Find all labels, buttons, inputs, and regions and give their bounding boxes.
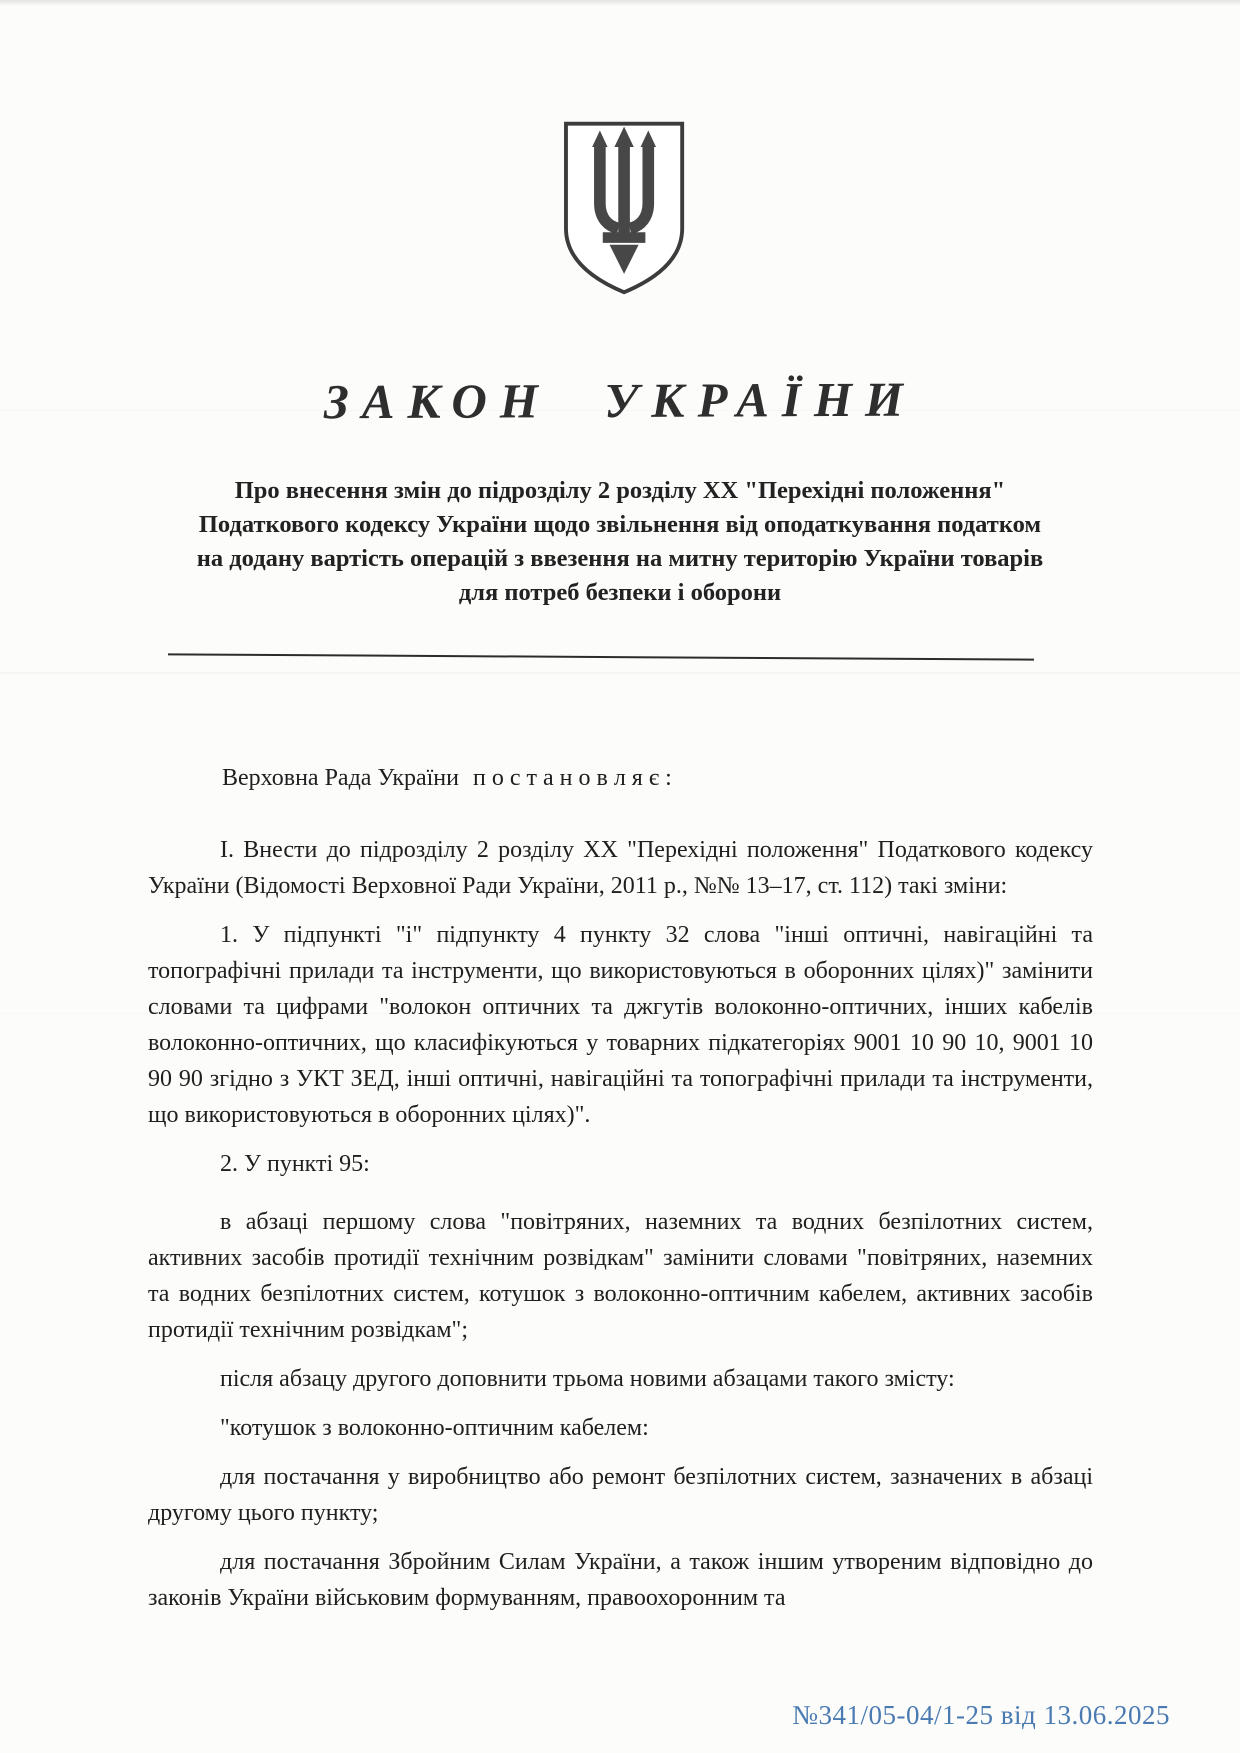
enacting-clause-verb: п о с т а н о в л я є : [473,765,672,791]
law-paragraph: І. Внести до підрозділу 2 розділу ХХ "Перехідні положення" Податкового кодексу України (Відомості Верховної Ради України, 2011 р., №№ 13–17, ст. 112) такі зміни: [148,837,1093,899]
coat-of-arms-of-ukraine-icon [556,116,692,300]
law-paragraph: в абзаці першому слова "повітряних, наземних та водних безпілотних систем, активних засобів протидії технічним розвідкам" замінити словами "повітряних, наземних та водних безпілотних систем, котушок з волоконно-оптичним кабелем, активних засобів протидії технічним розвідкам"; [148,1209,1093,1343]
law-paragraph: "котушок з волоконно-оптичним кабелем: [220,1415,649,1441]
law-title: ЗАКОН УКРАЇНИ [323,371,917,430]
subtitle-line: на додану вартість операцій з ввезення на митну територію України товарів [196,545,1044,572]
law-paragraph: 2. У пункті 95: [220,1151,370,1177]
subtitle-line: для потреб безпеки і оборони [458,579,782,606]
law-body [148,760,1093,1629]
law-paragraph: для постачання у виробництво або ремонт безпілотних систем, зазначених в абзаці другому цього пункту; [148,1464,1093,1526]
law-paragraph: для постачання Збройним Силам України, а також іншим утвореним відповідно до законів України військовим формуванням, правоохоронним та [148,1549,1093,1611]
law-subtitle [150,474,1090,610]
subtitle-underline [168,653,1034,660]
law-paragraph: після абзацу другого доповнити трьома новими абзацами такого змісту: [220,1366,955,1392]
enacting-clause [222,760,1093,796]
law-paragraph: 1. У підпункті "і" підпункту 4 пункту 32 слова "інші оптичні, навігаційні та топографічні прилади та інструменти, що використовуються в оборонних цілях)" замінити словами та цифрами "волокон оптичних та джгутів волоконно-оптичних, інших кабелів волоконно-оптичних, що класифікуються у товарних підкатегоріях 9001 10 90 10, 9001 10 90 90 згідно з УКТ ЗЕД, інші оптичні, навігаційні та топографічні прилади та інструменти, що використовуються в оборонних цілях)". [148,922,1093,1128]
enacting-clause-subject: Верховна Рада України [222,765,459,791]
subtitle-line: Податкового кодексу України щодо звільнення від оподаткування податком [198,511,1042,538]
scan-artifact [0,672,1240,674]
document-reference-number: №341/05-04/1-25 від 13.06.2025 [792,1700,1170,1730]
subtitle-line: Про внесення змін до підрозділу 2 розділу ХХ "Перехідні положення" [234,477,1006,504]
scan-artifact [0,0,1240,6]
